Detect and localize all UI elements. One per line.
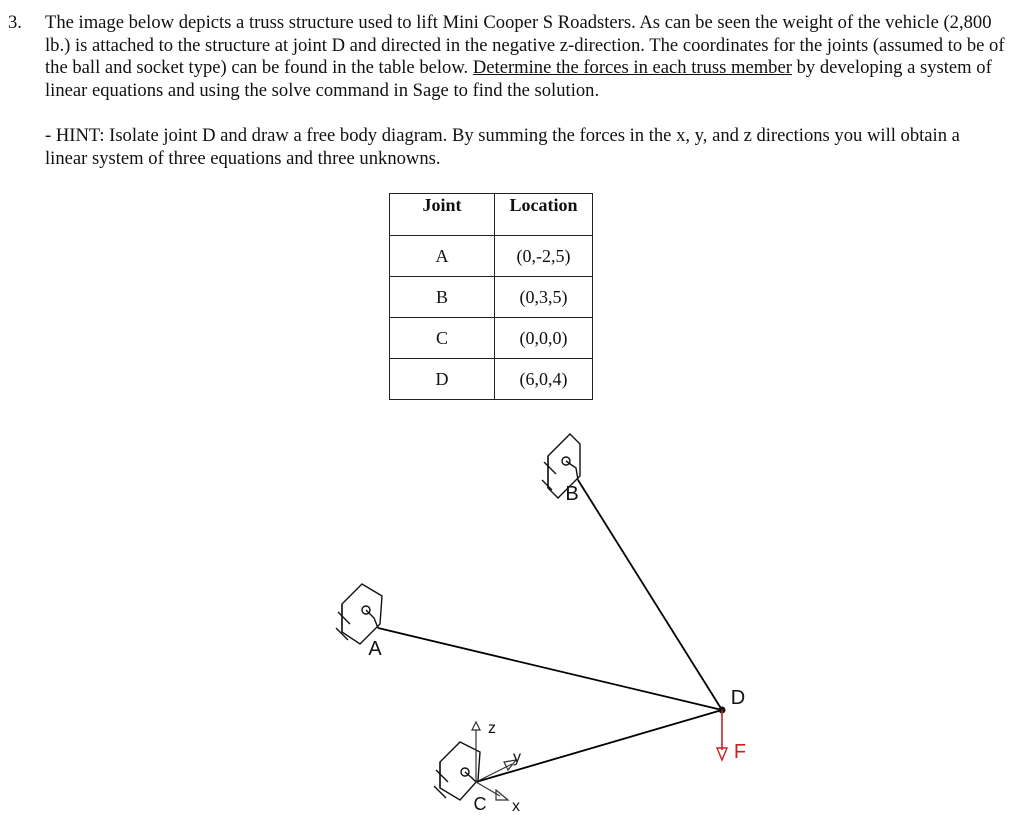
label-y-axis: y	[513, 749, 521, 766]
label-z-axis: z	[488, 720, 496, 737]
problem-text-part1: The image below depicts a truss structure used to lift Mini Cooper S Roadsters. As can be seen the weight of the vehicle (2,800 lb.) is attached to the structure at joint D and directed in the negative z-direction. The coordinates for the joints (assumed to be of the ball and socket type) can be found in the table below.	[45, 12, 1005, 79]
force-f-arrow-icon	[717, 710, 727, 760]
location-cell: (0,3,5)	[495, 277, 593, 318]
support-c-icon	[434, 742, 480, 800]
member-bd	[578, 480, 722, 710]
joint-cell: D	[390, 359, 495, 400]
label-c: C	[473, 794, 487, 814]
problem-task-underlined: Determine the forces in each truss member	[472, 57, 792, 79]
location-cell: (6,0,4)	[495, 359, 593, 400]
label-b: B	[565, 483, 579, 505]
location-cell: (0,0,0)	[495, 318, 593, 359]
label-a: A	[368, 638, 382, 660]
joint-cell: C	[390, 318, 495, 359]
header-joint: Joint	[390, 194, 495, 236]
member-ad	[378, 628, 722, 710]
label-d: D	[730, 687, 746, 709]
problem-text-part2: by developing a system of linear equations and using the solve command in Sage to find the solution.	[45, 57, 992, 101]
joint-cell: A	[390, 236, 495, 277]
header-location: Location	[495, 194, 593, 236]
joint-cell: B	[390, 277, 495, 318]
member-cd	[476, 710, 722, 782]
location-cell: (0,-2,5)	[495, 236, 593, 277]
label-f: F	[733, 741, 747, 763]
hint-text: - HINT: Isolate joint D and draw a free body diagram. By summing the forces in the x, y, and z directions you will obtain a linear system of three equations and three unknowns.	[45, 125, 960, 169]
problem-number: 3.	[8, 12, 22, 33]
label-x-axis: x	[512, 798, 520, 815]
support-a-icon	[336, 584, 382, 644]
